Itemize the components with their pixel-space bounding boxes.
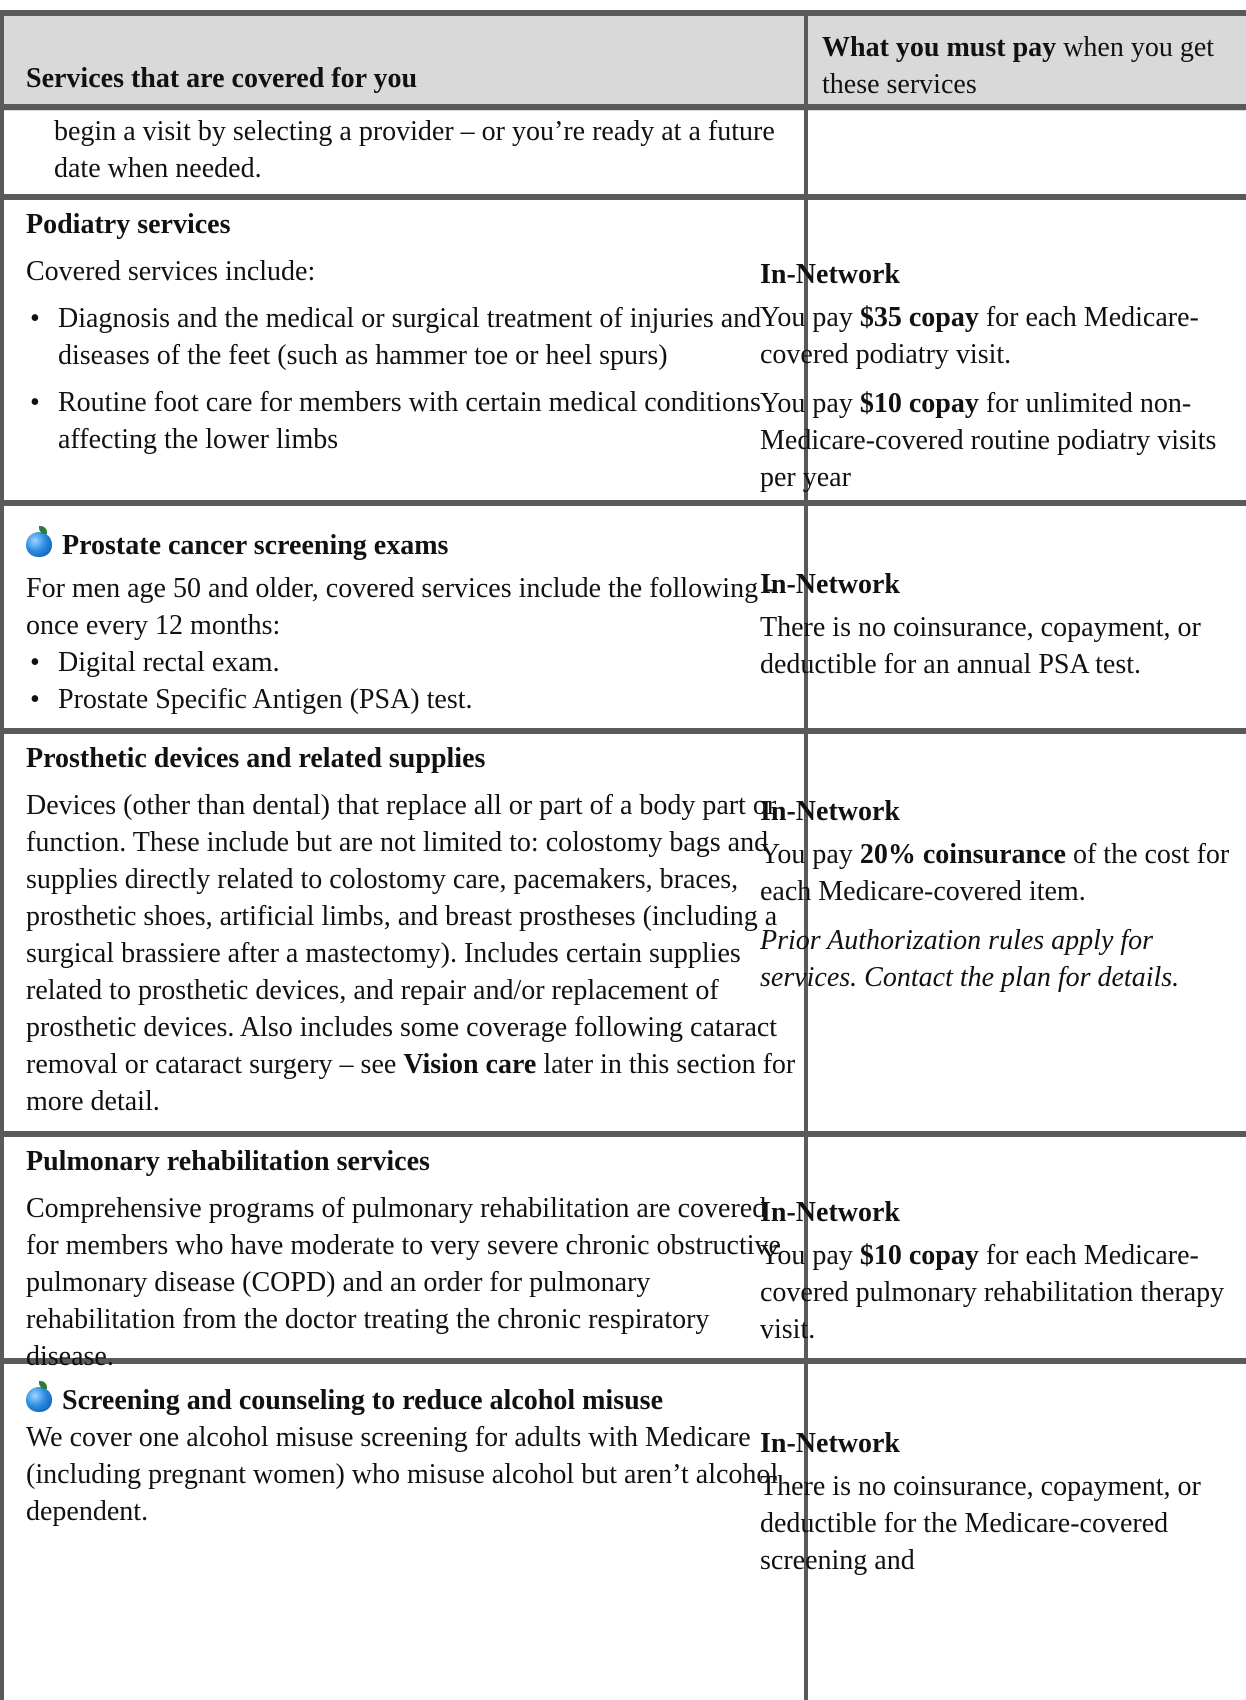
payment-alcohol	[760, 1425, 1240, 1591]
prior-auth-note: Prior Authorization rules apply for services. Contact the plan for details.	[760, 925, 1180, 993]
network-label: In-Network	[760, 259, 900, 290]
header-services: Services that are covered for you	[26, 63, 418, 94]
row-title: Screening and counseling to reduce alcohol misuse	[26, 1381, 796, 1419]
payment-text: You pay $10 copay for each Medicare-covered pulmonary rehabilitation therapy visit.	[760, 1240, 1225, 1345]
header-payment-rest: when you get these services	[822, 32, 1215, 100]
list-item: • Routine foot care for members with certain medical conditions affecting the lower limbs	[26, 384, 796, 458]
payment-text: You pay $35 copay for each Medicare-covered podiatry visit.	[760, 302, 1199, 370]
row-prosthetic	[26, 740, 796, 1130]
header-divider	[0, 104, 1246, 110]
row-prostate	[26, 526, 796, 718]
list-item: • Digital rectal exam.	[26, 644, 796, 681]
row-divider	[0, 1131, 1246, 1137]
list-item: • Prostate Specific Antigen (PSA) test.	[26, 681, 796, 718]
bullet-list	[26, 300, 796, 458]
row-title: Prostate cancer screening exams	[26, 526, 796, 564]
network-label: In-Network	[760, 1197, 900, 1228]
network-label: In-Network	[760, 569, 900, 600]
row-divider	[0, 194, 1246, 200]
apple-icon	[26, 1381, 54, 1413]
row-title: Prosthetic devices and related supplies	[26, 743, 486, 774]
payment-podiatry	[760, 256, 1240, 508]
payment-text: There is no coinsurance, copayment, or deductible for an annual PSA test.	[760, 612, 1201, 680]
payment-text: You pay 20% coinsurance of the cost for each Medicare-covered item.	[760, 839, 1230, 907]
list-item: • Diagnosis and the medical or surgical treatment of injuries and diseases of the feet (such as hammer toe or heel spurs)	[26, 300, 796, 374]
network-label: In-Network	[760, 796, 900, 827]
row-alcohol	[26, 1381, 796, 1540]
row-intro: Covered services include:	[26, 256, 316, 287]
row-intro: For men age 50 and older, covered services include the following - once every 12 months:	[26, 573, 775, 641]
network-label: In-Network	[760, 1428, 900, 1459]
payment-prostate	[760, 566, 1240, 695]
row-title: Podiatry services	[26, 209, 231, 240]
row-podiatry	[26, 206, 796, 468]
apple-icon	[26, 526, 54, 558]
payment-text: You pay $10 copay for unlimited non-Medicare-covered routine podiatry visits per year	[760, 388, 1217, 493]
table-top-border	[0, 10, 1246, 16]
bullet-list	[26, 644, 796, 718]
row-body: Devices (other than dental) that replace all or part of a body part or function. These include but are not limited to: colostomy bags and supplies directly related to colostomy care, pacemakers, braces, prosthetic shoes, artificial limbs, and breast prostheses (including a surgical brassiere after a mastectomy). Includes certain supplies related to prosthetic devices, and repair and/or replacement of prosthetic devices. Also includes some coverage following cataract removal or cataract surgery – see Vision care later in this section for more detail.	[26, 790, 796, 1117]
payment-prosthetic	[760, 793, 1240, 1008]
left-border	[0, 10, 4, 1700]
row-body: Comprehensive programs of pulmonary rehabilitation are covered for members who have moderate to very severe chronic obstructive pulmonary disease (COPD) and an order for pulmonary rehabilitation from the doctor treating the chronic respiratory disease.	[26, 1193, 781, 1372]
row-body: We cover one alcohol misuse screening for adults with Medicare (including pregnant women) who misuse alcohol but aren’t alcohol dependent.	[26, 1422, 779, 1527]
header-payment	[822, 29, 1242, 103]
continuation-text: begin a visit by selecting a provider – or you’re ready at a future date when needed.	[54, 116, 775, 184]
header-payment-bold: What you must pay	[822, 32, 1057, 63]
row-divider	[0, 728, 1246, 734]
row-pulmonary	[26, 1143, 796, 1385]
payment-text: There is no coinsurance, copayment, or deductible for the Medicare-covered screening and	[760, 1471, 1201, 1576]
row-title: Pulmonary rehabilitation services	[26, 1146, 430, 1177]
payment-pulmonary	[760, 1194, 1240, 1360]
